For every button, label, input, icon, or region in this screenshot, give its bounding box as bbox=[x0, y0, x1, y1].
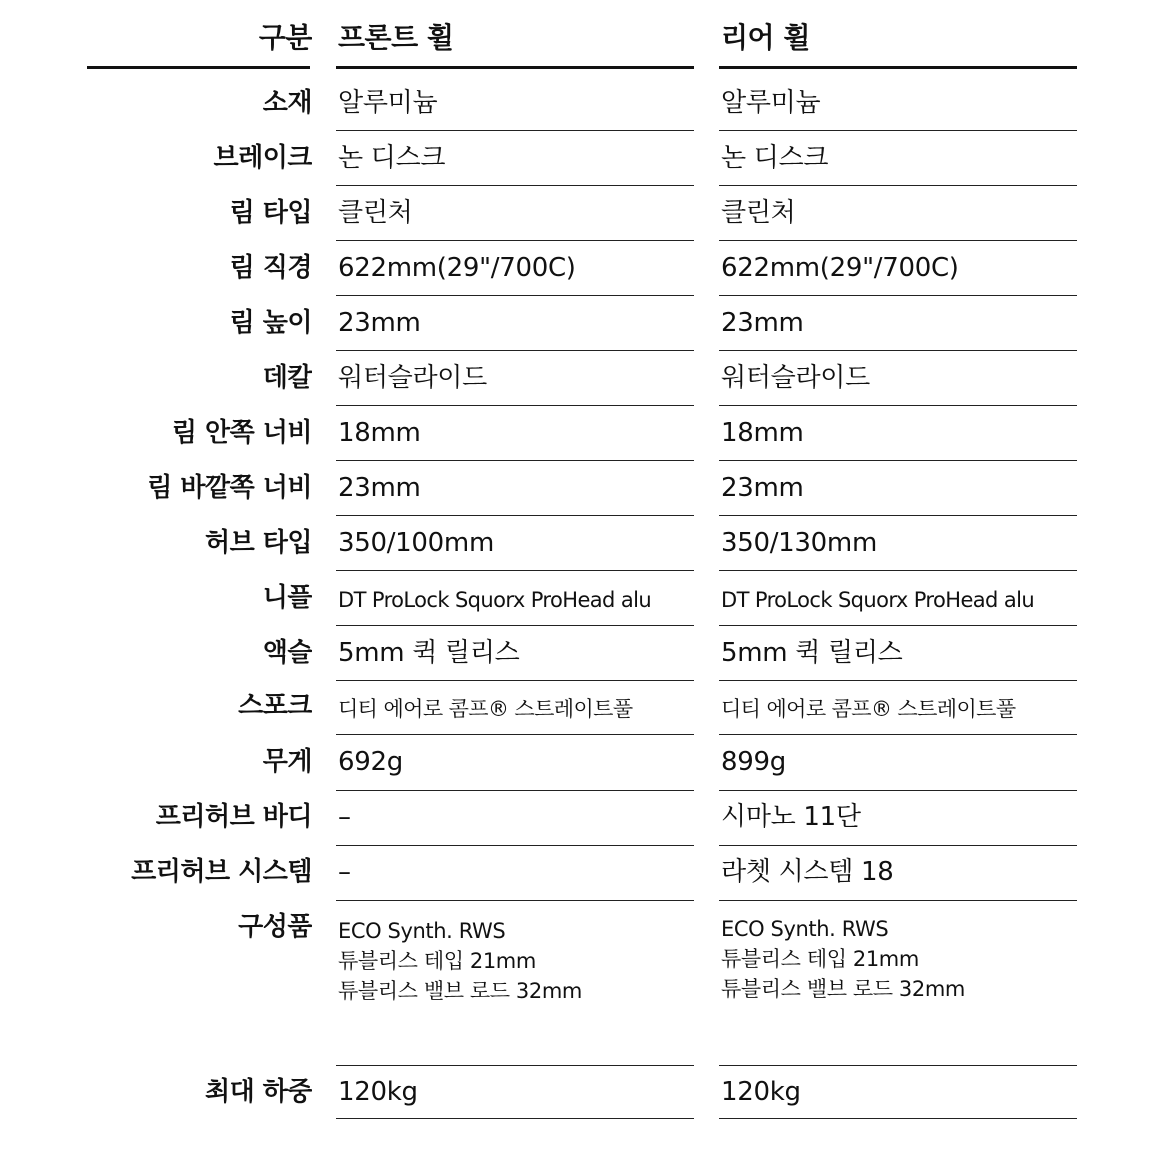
row-divider-front bbox=[336, 130, 694, 131]
row-label: 소재 bbox=[262, 88, 312, 118]
row-front-value: 23mm bbox=[338, 473, 421, 503]
row-front-value: 논 디스크 bbox=[338, 143, 446, 173]
row-label: 구성품 bbox=[238, 912, 312, 942]
row-label: 스포크 bbox=[238, 691, 312, 721]
row-label: 림 타입 bbox=[229, 198, 312, 228]
row-divider-front bbox=[336, 790, 694, 791]
row-label: 프리허브 바디 bbox=[155, 802, 312, 832]
header-rule-rear bbox=[719, 66, 1077, 69]
row-rear-value: 알루미늄 bbox=[721, 88, 821, 118]
row-front-value: 350/100mm bbox=[338, 528, 494, 558]
row-rear-value: 23mm bbox=[721, 308, 804, 338]
header-col-label: 구분 bbox=[258, 21, 312, 54]
row-rear-value: 5mm 퀵 릴리스 bbox=[721, 638, 903, 668]
row-divider-front bbox=[336, 460, 694, 461]
row-label: 허브 타입 bbox=[204, 528, 312, 558]
row-front-value: 23mm bbox=[338, 308, 421, 338]
row-front-value: – bbox=[338, 857, 351, 887]
row-rear-value: 23mm bbox=[721, 473, 804, 503]
row-front-value: ECO Synth. RWS 튜블리스 테입 21mm 튜블리스 밸브 로드 32mm bbox=[338, 919, 582, 1003]
row-front-value: 120kg bbox=[338, 1077, 418, 1107]
row-label: 액슬 bbox=[262, 638, 312, 668]
row-divider-rear bbox=[719, 845, 1077, 846]
row-label: 최대 하중 bbox=[204, 1077, 312, 1107]
row-divider-rear bbox=[719, 680, 1077, 681]
row-divider-front bbox=[336, 405, 694, 406]
row-front-value: 18mm bbox=[338, 418, 421, 448]
row-divider-rear bbox=[719, 515, 1077, 516]
row-divider-rear bbox=[719, 240, 1077, 241]
row-divider-front bbox=[336, 845, 694, 846]
row-divider-rear bbox=[719, 1065, 1077, 1066]
row-divider-front bbox=[336, 1065, 694, 1066]
row-divider-front bbox=[336, 295, 694, 296]
row-front-value: 692g bbox=[338, 747, 403, 777]
row-rear-value: DT ProLock Squorx ProHead alu bbox=[721, 588, 1035, 612]
row-rear-value: 시마노 11단 bbox=[721, 802, 861, 832]
row-front-value: DT ProLock Squorx ProHead alu bbox=[338, 588, 652, 612]
row-divider-front bbox=[336, 734, 694, 735]
row-rear-value: 899g bbox=[721, 747, 786, 777]
row-rear-value: 디티 에어로 콤프® 스트레이트풀 bbox=[721, 697, 1016, 721]
row-divider-rear bbox=[719, 625, 1077, 626]
row-front-value: 클린처 bbox=[338, 198, 413, 228]
row-label: 림 높이 bbox=[229, 308, 312, 338]
row-front-value: 알루미늄 bbox=[338, 88, 438, 118]
row-label: 림 바깥쪽 너비 bbox=[147, 473, 312, 503]
row-label: 니플 bbox=[262, 583, 312, 613]
row-divider-rear bbox=[719, 295, 1077, 296]
row-divider-rear bbox=[719, 185, 1077, 186]
row-divider-front bbox=[336, 515, 694, 516]
row-rear-value: 라쳇 시스템 18 bbox=[721, 857, 894, 887]
header-front-wheel: 프론트 휠 bbox=[338, 21, 454, 54]
header-rear-wheel: 리어 휠 bbox=[721, 21, 810, 54]
row-divider-front bbox=[336, 680, 694, 681]
row-rear-value: 워터슬라이드 bbox=[721, 363, 870, 393]
row-front-value: 5mm 퀵 릴리스 bbox=[338, 638, 520, 668]
row-divider-rear bbox=[719, 790, 1077, 791]
row-label: 림 안쪽 너비 bbox=[171, 418, 312, 448]
row-divider-front bbox=[336, 240, 694, 241]
row-rear-value: 논 디스크 bbox=[721, 143, 829, 173]
row-label: 프리허브 시스템 bbox=[131, 857, 312, 887]
row-divider-rear bbox=[719, 1118, 1077, 1119]
header-rule-front bbox=[336, 66, 694, 69]
row-divider-front bbox=[336, 185, 694, 186]
row-label: 데칼 bbox=[262, 363, 312, 393]
row-front-value: 622mm(29"/700C) bbox=[338, 253, 576, 283]
row-divider-rear bbox=[719, 130, 1077, 131]
row-rear-value: 18mm bbox=[721, 418, 804, 448]
row-label: 림 직경 bbox=[229, 253, 312, 283]
row-divider-front bbox=[336, 570, 694, 571]
row-rear-value: 622mm(29"/700C) bbox=[721, 253, 959, 283]
row-divider-rear bbox=[719, 350, 1077, 351]
row-divider-rear bbox=[719, 460, 1077, 461]
row-rear-value: 클린처 bbox=[721, 198, 796, 228]
row-label: 무게 bbox=[262, 747, 312, 777]
row-divider-rear bbox=[719, 570, 1077, 571]
row-divider-rear bbox=[719, 734, 1077, 735]
row-divider-front bbox=[336, 625, 694, 626]
row-divider-front bbox=[336, 900, 694, 901]
header-rule-label bbox=[87, 66, 310, 69]
row-divider-front bbox=[336, 1118, 694, 1119]
row-divider-rear bbox=[719, 405, 1077, 406]
row-label: 브레이크 bbox=[213, 143, 312, 173]
row-rear-value: 350/130mm bbox=[721, 528, 877, 558]
row-front-value: 워터슬라이드 bbox=[338, 363, 487, 393]
row-divider-rear bbox=[719, 900, 1077, 901]
row-front-value: 디티 에어로 콤프® 스트레이트풀 bbox=[338, 697, 633, 721]
row-front-value: – bbox=[338, 802, 351, 832]
row-rear-value: 120kg bbox=[721, 1077, 801, 1107]
row-rear-value: ECO Synth. RWS 튜블리스 테입 21mm 튜블리스 밸브 로드 32mm bbox=[721, 917, 965, 1001]
row-divider-front bbox=[336, 350, 694, 351]
